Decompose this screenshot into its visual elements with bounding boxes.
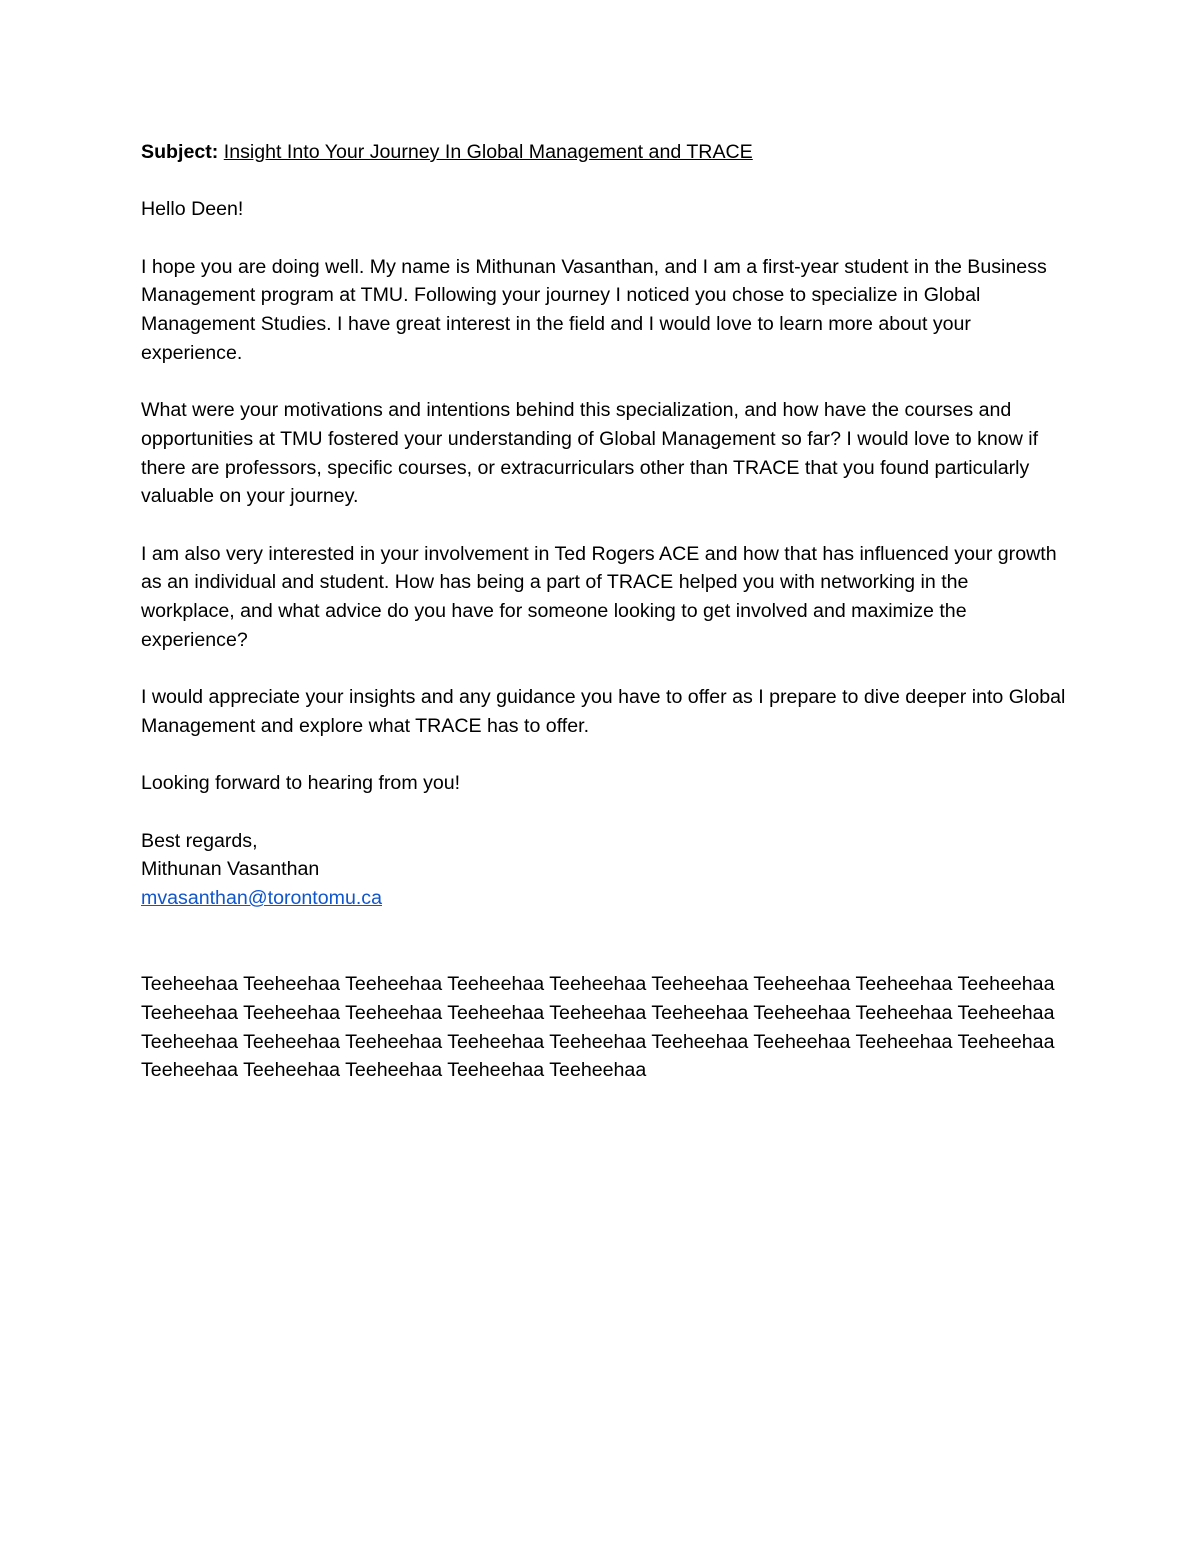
paragraph-motivations: What were your motivations and intentions behind this specialization, and how have the courses and opportunities at TMU fostered your understanding of Global Management so far? I would love to know if there are professors, specific courses, or extracurriculars other than TRACE that you found particularly valuable on your journey. bbox=[141, 399, 1039, 508]
subject-label: Subject: bbox=[141, 141, 219, 163]
filler-text: Teeheehaa Teeheehaa Teeheehaa Teeheehaa Teeheehaa Teeheehaa Teeheehaa Teeheehaa Teeheehaa Teeheehaa Teeheehaa Teeheehaa Teeheehaa Teeheehaa Teeheehaa Teeheehaa Teeheehaa Teeheehaa Teeheehaa Teeheehaa Teeheehaa Teeheehaa Teeheehaa Teeheehaa Teeheehaa Teeheehaa Teeheehaa Teeheehaa Teeheehaa Teeheehaa Teeheehaa Teeheehaa bbox=[141, 973, 1055, 1082]
closing-line: Looking forward to hearing from you! bbox=[141, 772, 461, 795]
greeting: Hello Deen! bbox=[141, 198, 244, 221]
letter-body bbox=[141, 138, 1066, 1114]
paragraph-appreciation: I would appreciate your insights and any guidance you have to offer as I prepare to dive deeper into Global Management and explore what TRACE has to offer. bbox=[141, 686, 1066, 737]
paragraph-trace-involvement: I am also very interested in your involvement in Ted Rogers ACE and how that has influenced your growth as an individual and student. How has being a part of TRACE helped you with networking in the workplace, and what advice do you have for someone looking to get involved and maximize the experience? bbox=[141, 542, 1057, 651]
signature-name: Mithunan Vasanthan bbox=[141, 858, 320, 881]
sign-off: Best regards, bbox=[141, 829, 258, 852]
subject-text: Insight Into Your Journey In Global Management and TRACE bbox=[223, 141, 753, 163]
email-link[interactable]: mvasanthan@torontomu.ca bbox=[141, 887, 382, 910]
blank-line bbox=[141, 942, 1066, 971]
paragraph-intro: I hope you are doing well. My name is Mithunan Vasanthan, and I am a first-year student in the Business Management program at TMU. Following your journey I noticed you chose to specialize in Global Management Studies. I have great interest in the field and I would love to learn more about your experience. bbox=[141, 255, 1047, 364]
signature-block bbox=[141, 827, 1066, 913]
subject-line bbox=[141, 138, 1066, 167]
